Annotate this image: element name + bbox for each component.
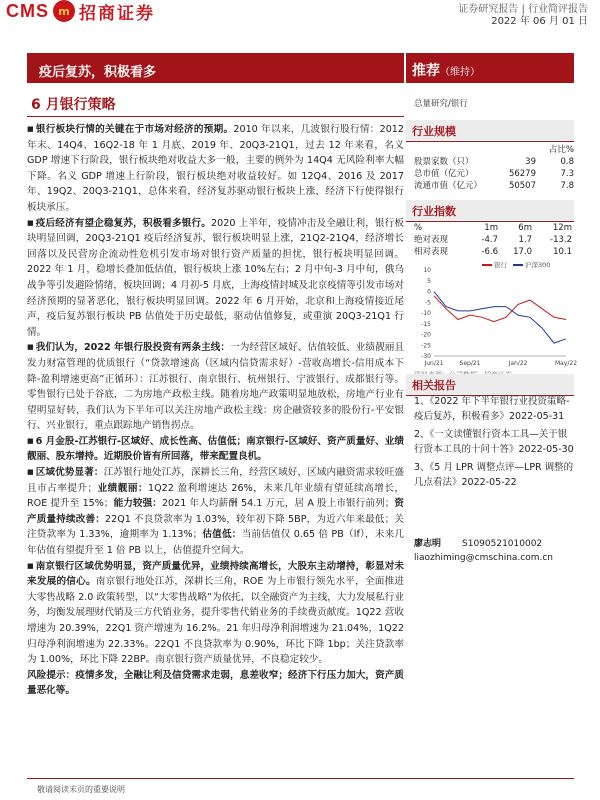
perf-header-cell: 12m [552,223,572,233]
series-line-1 [434,292,566,344]
y-tick-label: 5 [427,277,431,285]
scale-title-text: 行业规模 [412,125,456,138]
paragraph-6-lead: 南京银行区域优势明显，资产质量优异，业绩持续高增长，大股东主动增持，彰显对未来发展的信心。 [27,560,404,588]
paragraph-5-text-d: 22Q1 不良贷款率为 1.03%，较年初下降 5BP，为近六年来最低；关注贷款率为 1.33%，逾期率为 1.13%； [27,513,404,541]
paragraph-5-text-c: 2021 年人均薪酬 54.1 万元，居 A 股上市银行前列； [161,498,395,510]
rating-label: 推荐 [412,63,440,79]
perf-row [414,246,574,258]
paragraph-5-lead-e: 估值低： [202,529,242,541]
y-tick-label: 10 [423,267,431,274]
perf-label: 相对表现 [414,247,449,257]
paragraph-1-text: 2010 年以来，几波银行股行情：2012 年末、14Q4、16Q2-18 年 1 月底、2019 年、20Q3-21Q1，过去 12 年来看，名义 GDP 增速下行阶段，银行板块绝对收益大多一般，主要的例外为 14Q4 无风险利率大幅下降。名义 GDP 增速上行阶段，银行板块绝对收益较好。如 12Q4、2016 及 2017 年、19Q2、20Q3-21Q1，总体来看，经济复苏驱动银行板块上涨，经济下行使得银行板块承压。 [27,124,405,213]
section-title-related [406,374,574,394]
series-line-0 [434,296,566,322]
paragraph-6-text: 南京银行地处江苏，深耕长三角，ROE 为上市银行领先水平，全面推进大零售战略 2.0 政策转型，以“大零售战略”为依托，以全融资产为主线，大力发展私行业务，均衡发展理财代销及三方代销业务，提升零售代销业务的手续费贡献度。1Q22 营收增速为 20.39%，22Q1 资产增速为 16.2%。21 年归母净利润增速为 21.04%，1Q22 归母净利润增速为 22.33%。22Q1 不良贷款率为 0.90%，环比下降 1bp；关注贷款率为 1.00%，环比下降 22BP。南京银行资产质量优异，不良稳定较少。 [27,576,405,666]
perf-cell: 17.0 [513,247,532,257]
x-tick-label: Jun/21 [424,360,444,367]
scale-value: 56279 [508,169,536,179]
report-title-bar [27,53,404,83]
scale-share: 7.8 [560,181,574,191]
y-tick-label: -5 [425,299,431,307]
main-body [27,122,404,699]
paragraph-5-lead-d: 资产质量持续改善： [27,498,405,525]
scale-row [414,180,574,192]
perf-cell: 10.1 [553,247,572,257]
subtitle-divider [27,116,404,117]
scale-row [414,168,574,180]
rating-note: （维持） [440,67,480,78]
paragraph-5-lead-c: 能力较强： [113,498,162,510]
paragraph-2-text: 2020 上半年，疫情冲击及全融让利，银行板块明显回调，20Q3-21Q1 疫后经济复苏，银行板块明显上涨，21Q2-21Q4，经济增长回落以及民营房企流动性危机引发市场对银行资产质量的担忧，银行板块明显回调。2022 年 1 月，稳增长叠加低估值，银行板块上涨 10%左右；2 月中旬-3 月中旬，俄乌战争等引发避险情绪，板块回调；4 月初-5 月底，上海疫情封城及北京疫情等引发市场对经济预期的显著恶化，银行板块明显回调。2022 年 6 月开始，北京和上海疫情接近尾声，疫后复苏银行板块 PB 估值处于历史最低，驱动估值修复，或重演 20Q3-21Q1 行情。 [27,217,404,338]
perf-label: 绝对表现 [414,235,449,245]
scale-label: 流通市值（亿元） [414,181,483,191]
perf-row [414,234,574,246]
paragraph-3-lead: 我们认为，2022 年银行股投资有两条主线： [35,342,231,354]
scale-value: 50507 [508,181,536,191]
y-tick-label: -15 [421,320,431,328]
perf-header-cell: 1m [484,223,498,233]
paragraph-4 [27,434,404,465]
paragraph-1-lead: 银行板块行情的关键在于市场对经济的预期。 [35,124,234,135]
perf-header-cell: 6m [518,223,532,233]
risk-warning-text: 风险提示：疫情多发，全融让利及信贷需求走弱，息差收窄；经济下行压力加大，资产质量恶化等。 [27,669,404,697]
scale-share-header: 占比% [548,145,574,155]
chart-legend [476,260,550,269]
paragraph-5 [27,465,404,559]
section-title-index [406,200,574,220]
scale-share: 0.8 [560,157,574,167]
x-tick-label: May/22 [554,360,578,367]
chart-svg [406,260,578,370]
legend-label-0: 银行 [494,261,507,269]
section-title-scale [406,120,574,140]
y-tick-label: 0 [427,288,431,296]
legend-label-1: 沪深300 [525,261,551,269]
perf-cell: -13.2 [550,235,572,245]
logo-text-en: CMS [6,0,49,21]
analyst-email[interactable]: liaozhiming@cmschina.com.cn [414,553,554,563]
paragraph-1 [27,122,404,216]
related-report-link[interactable]: 2、《一文读懂银行资本工具—关于银行资本工具的十问十答》2022-05-30 [414,429,574,455]
legend-swatch-0 [482,264,492,266]
x-tick-label: Sep/21 [459,360,481,367]
index-title-text: 行业指数 [412,205,456,218]
perf-cell: 1.7 [518,235,532,245]
risk-warning [27,668,404,699]
paragraph-2 [27,216,404,341]
analyst-type: 总量研究/银行 [414,99,468,109]
related-report-link[interactable]: 3、《5 月 LPR 调整点评—LPR 调整的几点看法》2022-05-22 [414,462,574,488]
report-title: 疫后复苏，积极看多 [39,65,157,80]
scale-label: 股票家数（只） [414,157,474,167]
legend-swatch-1 [513,264,523,266]
related-report-link[interactable]: 1、《2022 年下半年银行业投资策略-疫后复苏，积极看多》2022-05-31 [414,396,570,422]
footer-note: 敬请阅读末页的重要说明 [37,785,125,794]
analyst-info [414,537,553,565]
y-tick-label: -25 [421,342,431,350]
paragraph-5-text-b: 1Q22 盈利增速达 26%，未来几年业绩有望延续高增长，ROE 提升至 15%； [27,482,404,510]
perf-header-cell: % [414,223,423,233]
paragraph-5-text-e: 当前估值仅 0.65 倍 PB（lf），未来几年估值有望提升至 1 倍 PB 以上，估值提升空间大。 [27,529,404,557]
section-subtitle: 6 月银行策略 [31,97,116,113]
related-reports [414,395,574,494]
cms-logo [6,0,155,22]
analyst-name: 廖志明 [414,539,442,549]
industry-scale-table [414,144,574,192]
paragraph-5-text-a: 江苏银行地处江苏，深耕长三角，经营区域好，区域内融资需求较旺盛且市占率提升； [27,467,404,494]
y-tick-label: -10 [421,310,431,317]
paragraph-3 [27,340,404,434]
scale-row [414,156,574,168]
index-chart [406,260,578,370]
y-tick-label: -20 [421,331,431,339]
scale-header-row [414,144,574,156]
scale-value: 39 [525,157,536,167]
performance-table [414,222,574,258]
perf-cell: -4.7 [481,235,498,245]
logo-text-cn: 招商证券 [79,3,155,24]
report-category: 证券研究报告 | 行业简评报告 [458,4,588,15]
scale-share: 7.3 [560,169,574,179]
rating-bar [406,53,574,83]
report-date: 2022 年 06 月 01 日 [491,16,588,27]
y-tick-label: -30 [421,353,431,360]
paragraph-5-lead: 区域优势显著： [35,467,104,479]
logo-seal-icon: m [53,0,75,22]
perf-header-row [414,222,574,234]
related-title-text: 相关报告 [412,379,456,392]
scale-label: 总市值（亿元） [414,169,474,179]
paragraph-6 [27,559,404,668]
analyst-id: S1090521010002 [462,539,543,549]
x-tick-label: Jan/22 [508,360,528,367]
paragraph-5-lead-b: 业绩靓丽： [97,482,149,494]
paragraph-3-text: 一为经营区域好、估值较低、业绩靓丽且发力财富管理的优质银行（“贷款增速高（区域内信贷需求好）-营收高增长-信用成本下降-盈利增速更高”正循环）：江苏银行、南京银行、杭州银行、宁波银行、成都银行等。零售银行已处于谷底，二为房地产政松主线。随着房地产政策明显地放松，房地产行业有望明显好转，我们认为下半年可以关注房地产政松主线：房企融资较多的股份行-平安银行、兴业银行，重点跟踪地产销售拐点。 [27,342,404,432]
perf-cell: -6.6 [481,247,498,257]
footer-divider [27,778,574,779]
paragraph-2-lead: 疫后经济有望企稳复苏，积极看多银行。 [35,217,212,229]
paragraph-4-lead: 6 月金股-江苏银行-区域好、成长性高、估值低；南京银行-区域好、资产质量好、业绩靓丽、股东增持。近期股价皆有所回落，带来配置良机。 [27,435,404,463]
